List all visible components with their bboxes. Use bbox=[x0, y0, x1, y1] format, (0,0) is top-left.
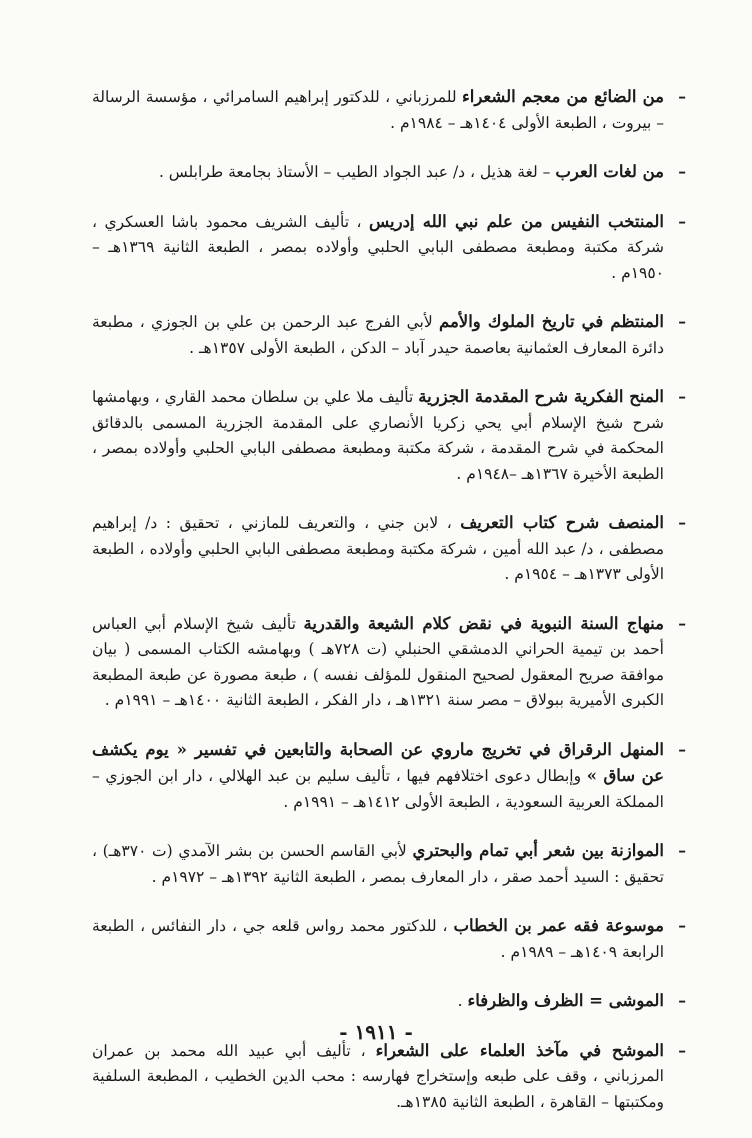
entry-details: ، تأليف أبي عبيد الله محمد بن عمران المرزباني ، وقف على طبعه وإستخراج فهارسه : محب الدين الخطيب ، المطبعة السلفية ومكتبتها – القاهرة ، الطبعة الثانية ١٣٨٥هـ. bbox=[92, 1041, 664, 1111]
entry-dash: – bbox=[678, 1040, 686, 1060]
entry-dash: – bbox=[678, 513, 686, 532]
entry-title: المنهل الرقراق في تخريج ماروي عن الصحابة والتابعين في تفسير « يوم يكشف عن ساق » bbox=[92, 739, 664, 785]
entry-title: من لغات العرب bbox=[555, 162, 664, 181]
bibliography-entry bbox=[92, 1038, 686, 1116]
bibliography-entry bbox=[92, 309, 686, 361]
entry-dash: – bbox=[678, 613, 686, 633]
bibliography-entry bbox=[92, 737, 686, 816]
entry-dash: – bbox=[678, 841, 686, 860]
entry-title: الموشى = الظرف والظرفاء bbox=[467, 991, 664, 1010]
bibliography-list bbox=[92, 84, 686, 1138]
entry-dash: – bbox=[678, 916, 686, 935]
entry-dash: – bbox=[678, 211, 686, 231]
entry-dash: – bbox=[678, 387, 686, 406]
entry-dash: – bbox=[678, 739, 686, 759]
page-number: - ١٩١١ - bbox=[339, 1020, 413, 1044]
bibliography-entry bbox=[92, 838, 686, 890]
entry-title: الموشح في مآخذ العلماء على الشعراء bbox=[375, 1040, 664, 1060]
entry-title: المنتظم في تاريخ الملوك والأمم bbox=[438, 312, 664, 331]
entry-details: ، تأليف الشريف محمود باشا العسكري ، شركة مكتبة ومطبعة مصطفى البابي الحلبي وأولاده بمصر ، الطبعة الثانية ١٣٦٩هـ – ١٩٥٠م . bbox=[92, 212, 664, 282]
bibliography-entry bbox=[92, 384, 686, 487]
entry-details: ، لابن جني ، والتعريف للمازني ، تحقيق : د/ إبراهيم مصطفى ، د/ عبد الله أمين ، شركة مكتبة ومطبعة مصطفى البابي الحلبي وأولاده ، الطبعة الأولى ١٣٧٣هـ – ١٩٥٤م . bbox=[92, 514, 664, 583]
entry-title: المنتخب النفيس من علم نبي الله إدريس bbox=[368, 211, 664, 231]
entry-details: – لغة هذيل ، د/ عبد الجواد الطيب – الأستاذ بجامعة طرابلس . bbox=[158, 163, 556, 181]
entry-title: منهاج السنة النبوية في نقض كلام الشيعة والقدرية bbox=[303, 613, 664, 633]
bibliography-entry bbox=[92, 159, 686, 186]
entry-dash: – bbox=[678, 87, 686, 106]
entry-details: للمرزباني ، للدكتور إبراهيم السامرائي ، مؤسسة الرسالة – بيروت ، الطبعة الأولى ١٤٠٤هـ – ١٩٨٤م . bbox=[92, 88, 664, 132]
entry-details: لأبي الفرج عبد الرحمن بن علي بن الجوزي ، مطبعة دائرة المعارف العثمانية بعاصمة حيدر آباد – الدكن ، الطبعة الأولى ١٣٥٧هـ . bbox=[92, 313, 664, 357]
bibliography-entry bbox=[92, 988, 686, 1015]
entry-details: تأليف ملا علي بن سلطان محمد القاري ، وبهامشها شرح شيخ الإسلام أبي يحي زكريا الأنصاري على المقدمة الجزرية المسمى بالدقائق المحكمة في شرح المقدمة ، شركة مكتبة ومطبعة مصطفى البابي الحلبي وأولاده بمصر ، الطبعة الأخيرة ١٣٦٧هـ –١٩٤٨م . bbox=[92, 388, 664, 483]
entry-title: الموازنة بين شعر أبي تمام والبحتري bbox=[412, 841, 664, 860]
entry-details: وإبطال دعوى اختلافهم فيها ، تأليف سليم بن عبد الهلالي ، دار ابن الجوزي – المملكة العربية السعودية ، الطبعة الأولى ١٤١٢هـ – ١٩٩١م . bbox=[92, 767, 664, 811]
entry-dash: – bbox=[678, 162, 686, 181]
bibliography-entry bbox=[92, 510, 686, 588]
entry-title: موسوعة فقه عمر بن الخطاب bbox=[453, 916, 664, 935]
entry-dash: – bbox=[678, 991, 686, 1010]
entry-details: ، للدكتور محمد رواس قلعه جي ، دار النفائس ، الطبعة الرابعة ١٤٠٩هـ – ١٩٨٩م . bbox=[92, 917, 664, 961]
bibliography-entry bbox=[92, 209, 686, 287]
bibliography-entry bbox=[92, 913, 686, 965]
entry-title: المنح الفكرية شرح المقدمة الجزرية bbox=[418, 387, 664, 406]
entry-title: من الضائع من معجم الشعراء bbox=[461, 87, 665, 106]
bibliography-entry bbox=[92, 84, 686, 136]
bibliography-entry bbox=[92, 611, 686, 714]
entry-title: المنصف شرح كتاب التعريف bbox=[460, 513, 664, 532]
entry-details: لأبي القاسم الحسن بن بشر الآمدي (ت ٣٧٠هـ) ، تحقيق : السيد أحمد صقر ، دار المعارف بمصر ، الطبعة الثانية ١٣٩٢هـ – ١٩٧٢م . bbox=[92, 842, 664, 886]
entry-details: تأليف شيخ الإسلام أبي العباس أحمد بن تيمية الحراني الدمشقي الحنبلي (ت ٧٢٨هـ ) وبهامشه الكتاب المسمى ( بيان موافقة صريح المعقول لصحيح المنقول للمؤلف نفسه ) ، طبعة مصورة عن طبعة المطبعة الكبرى الأميرية ببولاق – مصر سنة ١٣٢١هـ ، دار الفكر ، الطبعة الثانية ١٤٠٠هـ – ١٩٩١م . bbox=[92, 614, 664, 709]
entry-details: . bbox=[457, 992, 468, 1010]
entry-dash: – bbox=[678, 312, 686, 331]
